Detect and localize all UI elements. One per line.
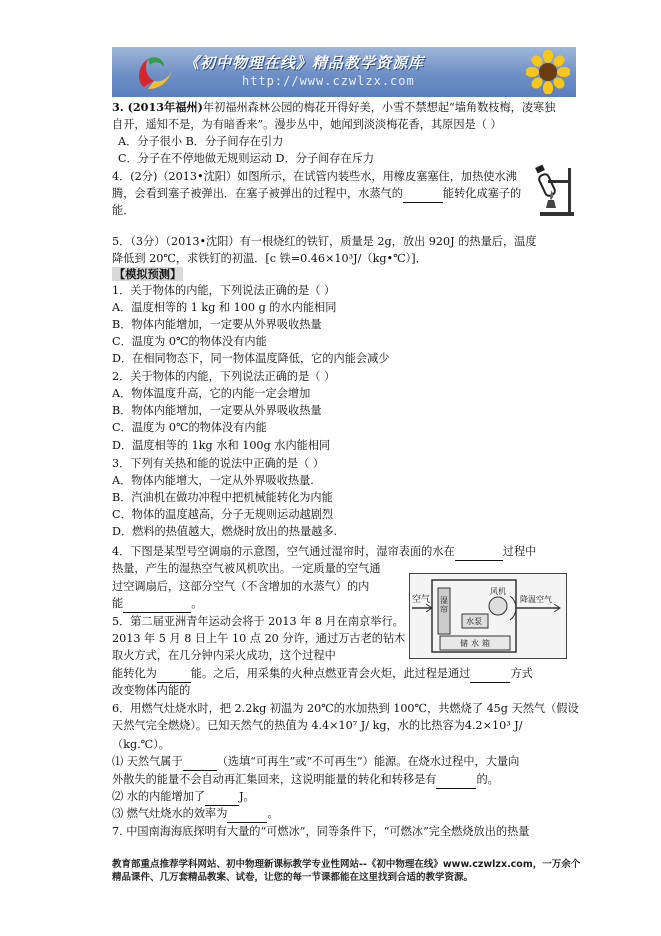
text-line — [112, 523, 337, 540]
text-line — [112, 185, 521, 203]
text-run: 热量，产生的湿热空气被风机吹出。一定质量的空气通 — [112, 562, 381, 575]
text-line — [112, 753, 519, 771]
text-line — [112, 630, 405, 647]
section-heading: 【模拟预测】 — [114, 267, 182, 281]
text-line — [112, 455, 324, 472]
answer-blank — [205, 788, 239, 806]
text-line — [118, 133, 283, 150]
text-run: 自开，遥知不是，为有暗香来”。漫步丛中，她闻到淡淡梅花香，其原因是（ ） — [112, 118, 502, 131]
text-run: B．物体内能增加，一定要从外界吸收热量 — [112, 318, 322, 331]
text-line — [112, 333, 267, 350]
text-line — [112, 402, 322, 419]
sunflower-icon — [526, 50, 570, 94]
label-fan: 风机 — [490, 587, 506, 596]
text-run: 天然气完全燃烧）。已知天然气的热值为 4.4×10⁷ J/ kg，水的比热容为4.2×10³ J/ — [112, 719, 523, 732]
text-run: A．温度相等的 1 kg 和 100 g 的水内能相同 — [112, 301, 337, 314]
text-run: 5．第二届亚洲青年运动会将于 2013 年 8 月在南京举行。 — [112, 615, 404, 628]
text-run: A．分子很小 B．分子间存在引力 — [118, 135, 284, 148]
text-line — [112, 368, 335, 385]
text-line — [112, 250, 427, 267]
text-run: J。 — [239, 790, 255, 803]
text-run: （选填“可再生”或“不可再生”）能源。在烧水过程中，大量向 — [216, 755, 520, 768]
label-tank: 储水箱 — [460, 639, 493, 648]
text-run: D．燃料的热值越大，燃烧时放出的热量越多. — [112, 525, 338, 538]
answer-blank — [227, 805, 267, 823]
text-run: D．在相同物态下，同一物体温度降低，它的内能会减少 — [112, 352, 390, 365]
text-line — [112, 736, 170, 753]
text-run: 7. 中国南海海底探明有大量的“可燃冰”，同等条件下，“可燃冰”完全燃烧放出的热量 — [112, 825, 530, 838]
swirl-logo-icon — [134, 51, 174, 93]
text-line — [112, 717, 523, 734]
text-run: A．物体温度升高，它的内能一定会增加 — [112, 387, 311, 400]
text-run: 腾，会看到塞子被弹出．在塞子被弹出的过程中，水蒸气的 — [112, 187, 403, 200]
text-line — [112, 647, 336, 664]
header-banner — [112, 47, 576, 97]
text-run: C．物体的温度越高，分子无规则运动越剧烈 — [112, 508, 334, 521]
air-cooler-diagram — [409, 573, 567, 659]
text-line — [112, 419, 267, 436]
text-run: （kg.℃）。 — [112, 738, 170, 751]
text-run: 能． — [112, 204, 135, 217]
text-run: 方式 — [510, 667, 533, 680]
text-run: 2013 年 5 月 8 日上午 10 点 20 分许，通过万古老的钻木 — [112, 632, 406, 645]
text-run: 5．（3分）（2013•沈阳）有一根烧红的铁钉，质量是 2g，放出 920J 的热量后，温度 — [112, 235, 537, 248]
answer-blank — [470, 665, 510, 683]
text-run: C．分子在不停地做无规则运动 D．分子间存在斥力 — [118, 152, 375, 165]
answer-blank — [455, 543, 503, 561]
text-run: B．汽油机在做功冲程中把机械能转化为内能 — [112, 491, 333, 504]
text-run: 取火方式，在几分钟内采火成功，这个过程中 — [112, 649, 336, 662]
text-line — [112, 823, 530, 840]
text-run: 能。之后，用采集的火种点燃亚青会火炬，此过程是通过 — [190, 667, 471, 680]
label-air-out: 降温空气 — [520, 595, 552, 604]
text-run: 6．用燃气灶烧水时，把 2.2kg 初温为 20℃的水加热到 100℃，共燃烧了 45g 天然气（假设 — [112, 702, 579, 715]
text-line — [112, 282, 335, 299]
text-run: 能 — [112, 597, 124, 610]
text-line — [112, 805, 279, 823]
label-air-in: 空气 — [412, 595, 431, 605]
answer-blank — [436, 771, 476, 789]
text-line — [112, 489, 333, 506]
banner-title: 《初中物理在线》精品教学资源库 — [184, 54, 425, 72]
text-line — [112, 578, 369, 595]
text-line — [112, 771, 499, 789]
text-run: 的。 — [476, 773, 499, 786]
text-run: 能转化为 — [112, 667, 157, 680]
text-line — [112, 613, 404, 630]
text-run: 3．下列有关热和能的说法中正确的是（ ） — [112, 457, 325, 470]
banner-url[interactable]: http://www.czwlzx.com — [242, 74, 415, 88]
text-run: 。 — [267, 807, 279, 820]
text-line — [112, 595, 202, 613]
text-line — [112, 168, 517, 185]
label-pump: 水泵 — [466, 617, 482, 626]
text-run: ⑶ 燃气灶烧水的效率为 — [112, 807, 228, 820]
text-line — [112, 437, 330, 454]
text-line — [112, 233, 537, 250]
text-line — [112, 299, 336, 316]
text-line — [112, 350, 389, 367]
text-line — [112, 506, 333, 523]
text-line — [112, 385, 310, 402]
text-line — [112, 682, 190, 699]
text-line — [112, 665, 533, 683]
text-run: 过空调扇后，这部分空气（不含增加的水蒸气）的内 — [112, 580, 370, 593]
answer-blank — [123, 595, 191, 613]
text-run: (2013年福州) — [127, 100, 203, 114]
answer-blank — [157, 665, 191, 683]
text-run: 3. — [112, 100, 128, 114]
text-run: B．物体内能增加，一定要从外界吸收热量 — [112, 404, 322, 417]
text-run: 4．(2分)（2013•沈阳）如图所示，在试管内装些水，用橡皮塞塞住，加热使水沸 — [112, 170, 517, 183]
text-run: 改变物体内能的 — [112, 684, 191, 697]
text-run: C．温度为 0℃的物体没有内能 — [112, 335, 267, 348]
text-run: D．温度相等的 1kg 水和 100g 水内能相同 — [112, 439, 331, 452]
page-footer: 教育部重点推荐学科网站、初中物理新课标教学专业性网站--《初中物理在线》www.czwlzx.com，一万余个精品课件、几万套精品教案、试卷，让您的每一节课都能在这里找到合适的教学资源。 — [112, 859, 581, 883]
text-line — [112, 266, 183, 283]
text-run: 能转化成塞子的 — [442, 187, 522, 200]
text-line — [112, 560, 381, 577]
text-run: 1．关于物体的内能，下列说法正确的是（ ） — [112, 284, 336, 297]
text-line — [118, 150, 374, 167]
text-run: 2．关于物体的内能，下列说法正确的是（ ） — [112, 370, 336, 383]
test-tube-heating-apparatus-icon — [534, 160, 578, 218]
text-run: 4．下图是某型号空调扇的示意图，空气通过湿帘时，湿帘表面的水在 — [112, 545, 455, 558]
answer-blank — [183, 753, 217, 771]
text-line — [112, 472, 314, 489]
text-run: 年初福州森林公园的梅花开得好美，小雪不禁想起“墙角数枝梅，凌寒独 — [202, 101, 556, 114]
text-run: 外散失的能量不会自动再汇集回来，这说明能量的转化和转移是有 — [112, 773, 437, 786]
text-line — [112, 788, 255, 806]
label-wet-pad: 湿帘 — [440, 596, 448, 614]
text-run: 。 — [191, 597, 203, 610]
text-line — [112, 99, 555, 116]
text-line — [112, 116, 502, 133]
text-line — [112, 202, 134, 219]
text-line — [112, 316, 322, 333]
text-line — [112, 543, 536, 561]
text-run: ⑵ 水的内能增加了 — [112, 790, 206, 803]
text-run: ⑴ 天然气属于 — [112, 755, 183, 768]
text-line — [112, 700, 579, 717]
answer-blank — [403, 185, 443, 203]
text-run: 过程中 — [502, 545, 537, 558]
text-run: C．温度为 0℃的物体没有内能 — [112, 421, 267, 434]
text-run: A．物体内能增大，一定从外界吸收热量. — [112, 474, 314, 487]
text-run: 降低到 20℃，求铁钉的初温．[c 铁=0.46×10³J/（kg•℃）]． — [112, 252, 427, 265]
